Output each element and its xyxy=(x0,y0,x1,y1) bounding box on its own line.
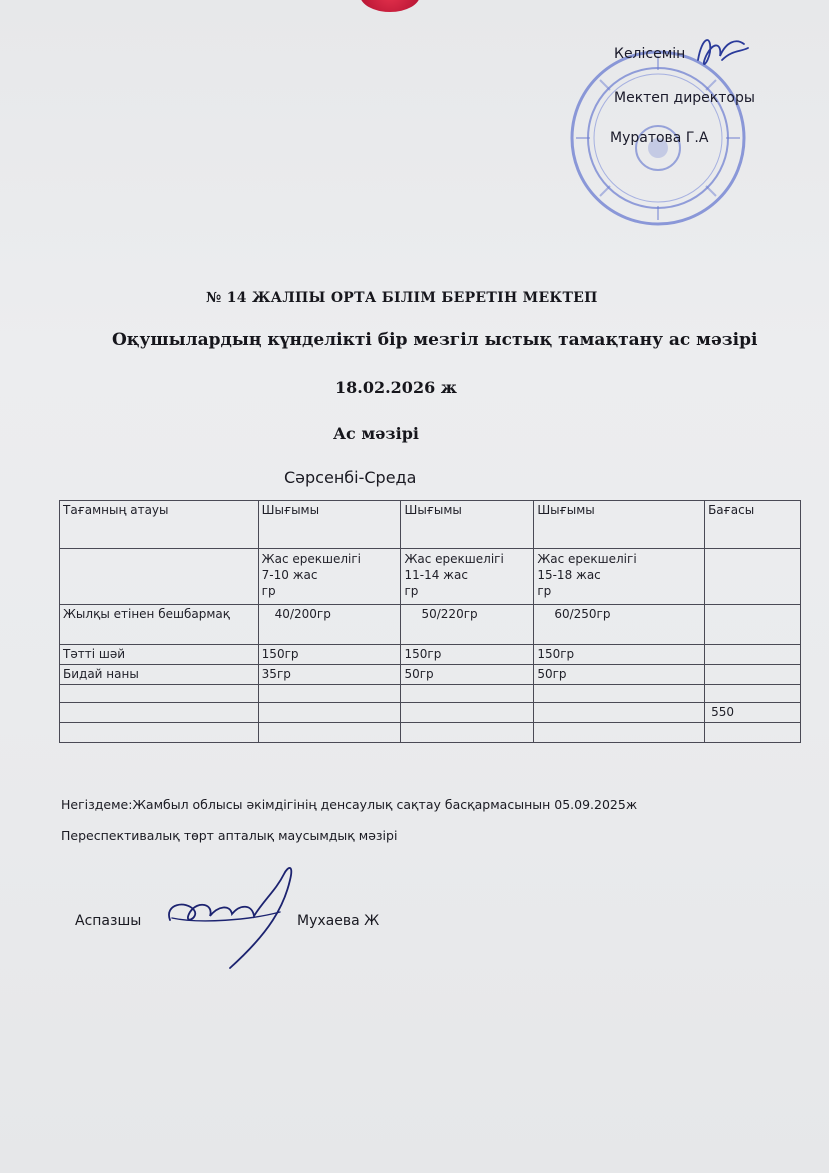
yield-cell: 150гр xyxy=(401,645,534,665)
perspective-note: Переспективалық төрт апталық маусымдық мәзірі xyxy=(61,828,398,843)
table-row xyxy=(60,605,801,645)
table-cell xyxy=(401,723,534,743)
director-signature xyxy=(692,30,752,74)
age-group-11-14: Жас ерекшелігі 11-14 жас гр xyxy=(401,549,534,605)
table-cell xyxy=(534,723,705,743)
age-group-15-18: Жас ерекшелігі 15-18 жас гр xyxy=(534,549,705,605)
approval-name: Муратова Г.А xyxy=(610,130,709,146)
yield-cell: 35гр xyxy=(258,665,401,685)
cook-name: Мухаева Ж xyxy=(297,913,380,929)
header-dish-name: Тағамның атауы xyxy=(60,501,259,549)
cook-label: Аспазшы xyxy=(75,913,142,929)
table-cell xyxy=(705,685,801,703)
yield-cell: 150гр xyxy=(534,645,705,665)
table-cell xyxy=(60,703,259,723)
table-row xyxy=(60,685,801,703)
table-cell xyxy=(705,549,801,605)
dish-name: Жылқы етінен бешбармақ xyxy=(60,605,259,645)
yield-cell: 40/200гр xyxy=(258,605,401,645)
table-cell xyxy=(60,549,259,605)
cook-signature xyxy=(160,860,310,970)
table-cell xyxy=(258,723,401,743)
menu-date: 18.02.2026 ж xyxy=(335,378,457,397)
table-header-row xyxy=(60,501,801,549)
pushpin xyxy=(360,0,420,12)
table-row xyxy=(60,665,801,685)
basis-note: Негіздеме:Жамбыл облысы әкімдігінің денсаулық сақтау басқармасынын 05.09.2025ж xyxy=(61,797,638,812)
table-cell xyxy=(60,685,259,703)
approval-position: Мектеп директоры xyxy=(614,90,755,106)
header-yield-2: Шығымы xyxy=(401,501,534,549)
table-row xyxy=(60,703,801,723)
yield-cell: 50гр xyxy=(401,665,534,685)
table-cell xyxy=(534,703,705,723)
document-subtitle: Оқушылардың күнделікті бір мезгіл ыстық тамақтану ас мәзірі xyxy=(112,330,758,350)
table-row xyxy=(60,645,801,665)
header-yield-3: Шығымы xyxy=(534,501,705,549)
yield-cell: 60/250гр xyxy=(534,605,705,645)
yield-cell: 50гр xyxy=(534,665,705,685)
menu-title: Ас мәзірі xyxy=(333,424,419,443)
total-price: 550 xyxy=(705,703,801,723)
table-cell xyxy=(258,685,401,703)
dish-name: Бидай наны xyxy=(60,665,259,685)
age-group-7-10: Жас ерекшелігі 7-10 жас гр xyxy=(258,549,401,605)
price-cell xyxy=(705,605,801,645)
school-name: № 14 ЖАЛПЫ ОРТА БІЛІМ БЕРЕТІН МЕКТЕП xyxy=(206,290,598,306)
price-cell xyxy=(705,665,801,685)
price-cell xyxy=(705,645,801,665)
header-price: Бағасы xyxy=(705,501,801,549)
table-cell xyxy=(534,685,705,703)
yield-cell: 50/220гр xyxy=(401,605,534,645)
table-row xyxy=(60,723,801,743)
weekday: Сәрсенбі-Среда xyxy=(284,468,417,487)
approval-agree: Келісемін xyxy=(614,46,686,62)
table-age-row xyxy=(60,549,801,605)
table-cell xyxy=(258,703,401,723)
table-cell xyxy=(401,703,534,723)
yield-cell: 150гр xyxy=(258,645,401,665)
menu-table xyxy=(59,500,801,743)
table-cell xyxy=(401,685,534,703)
header-yield-1: Шығымы xyxy=(258,501,401,549)
table-cell xyxy=(705,723,801,743)
table-cell xyxy=(60,723,259,743)
dish-name: Тәтті шәй xyxy=(60,645,259,665)
